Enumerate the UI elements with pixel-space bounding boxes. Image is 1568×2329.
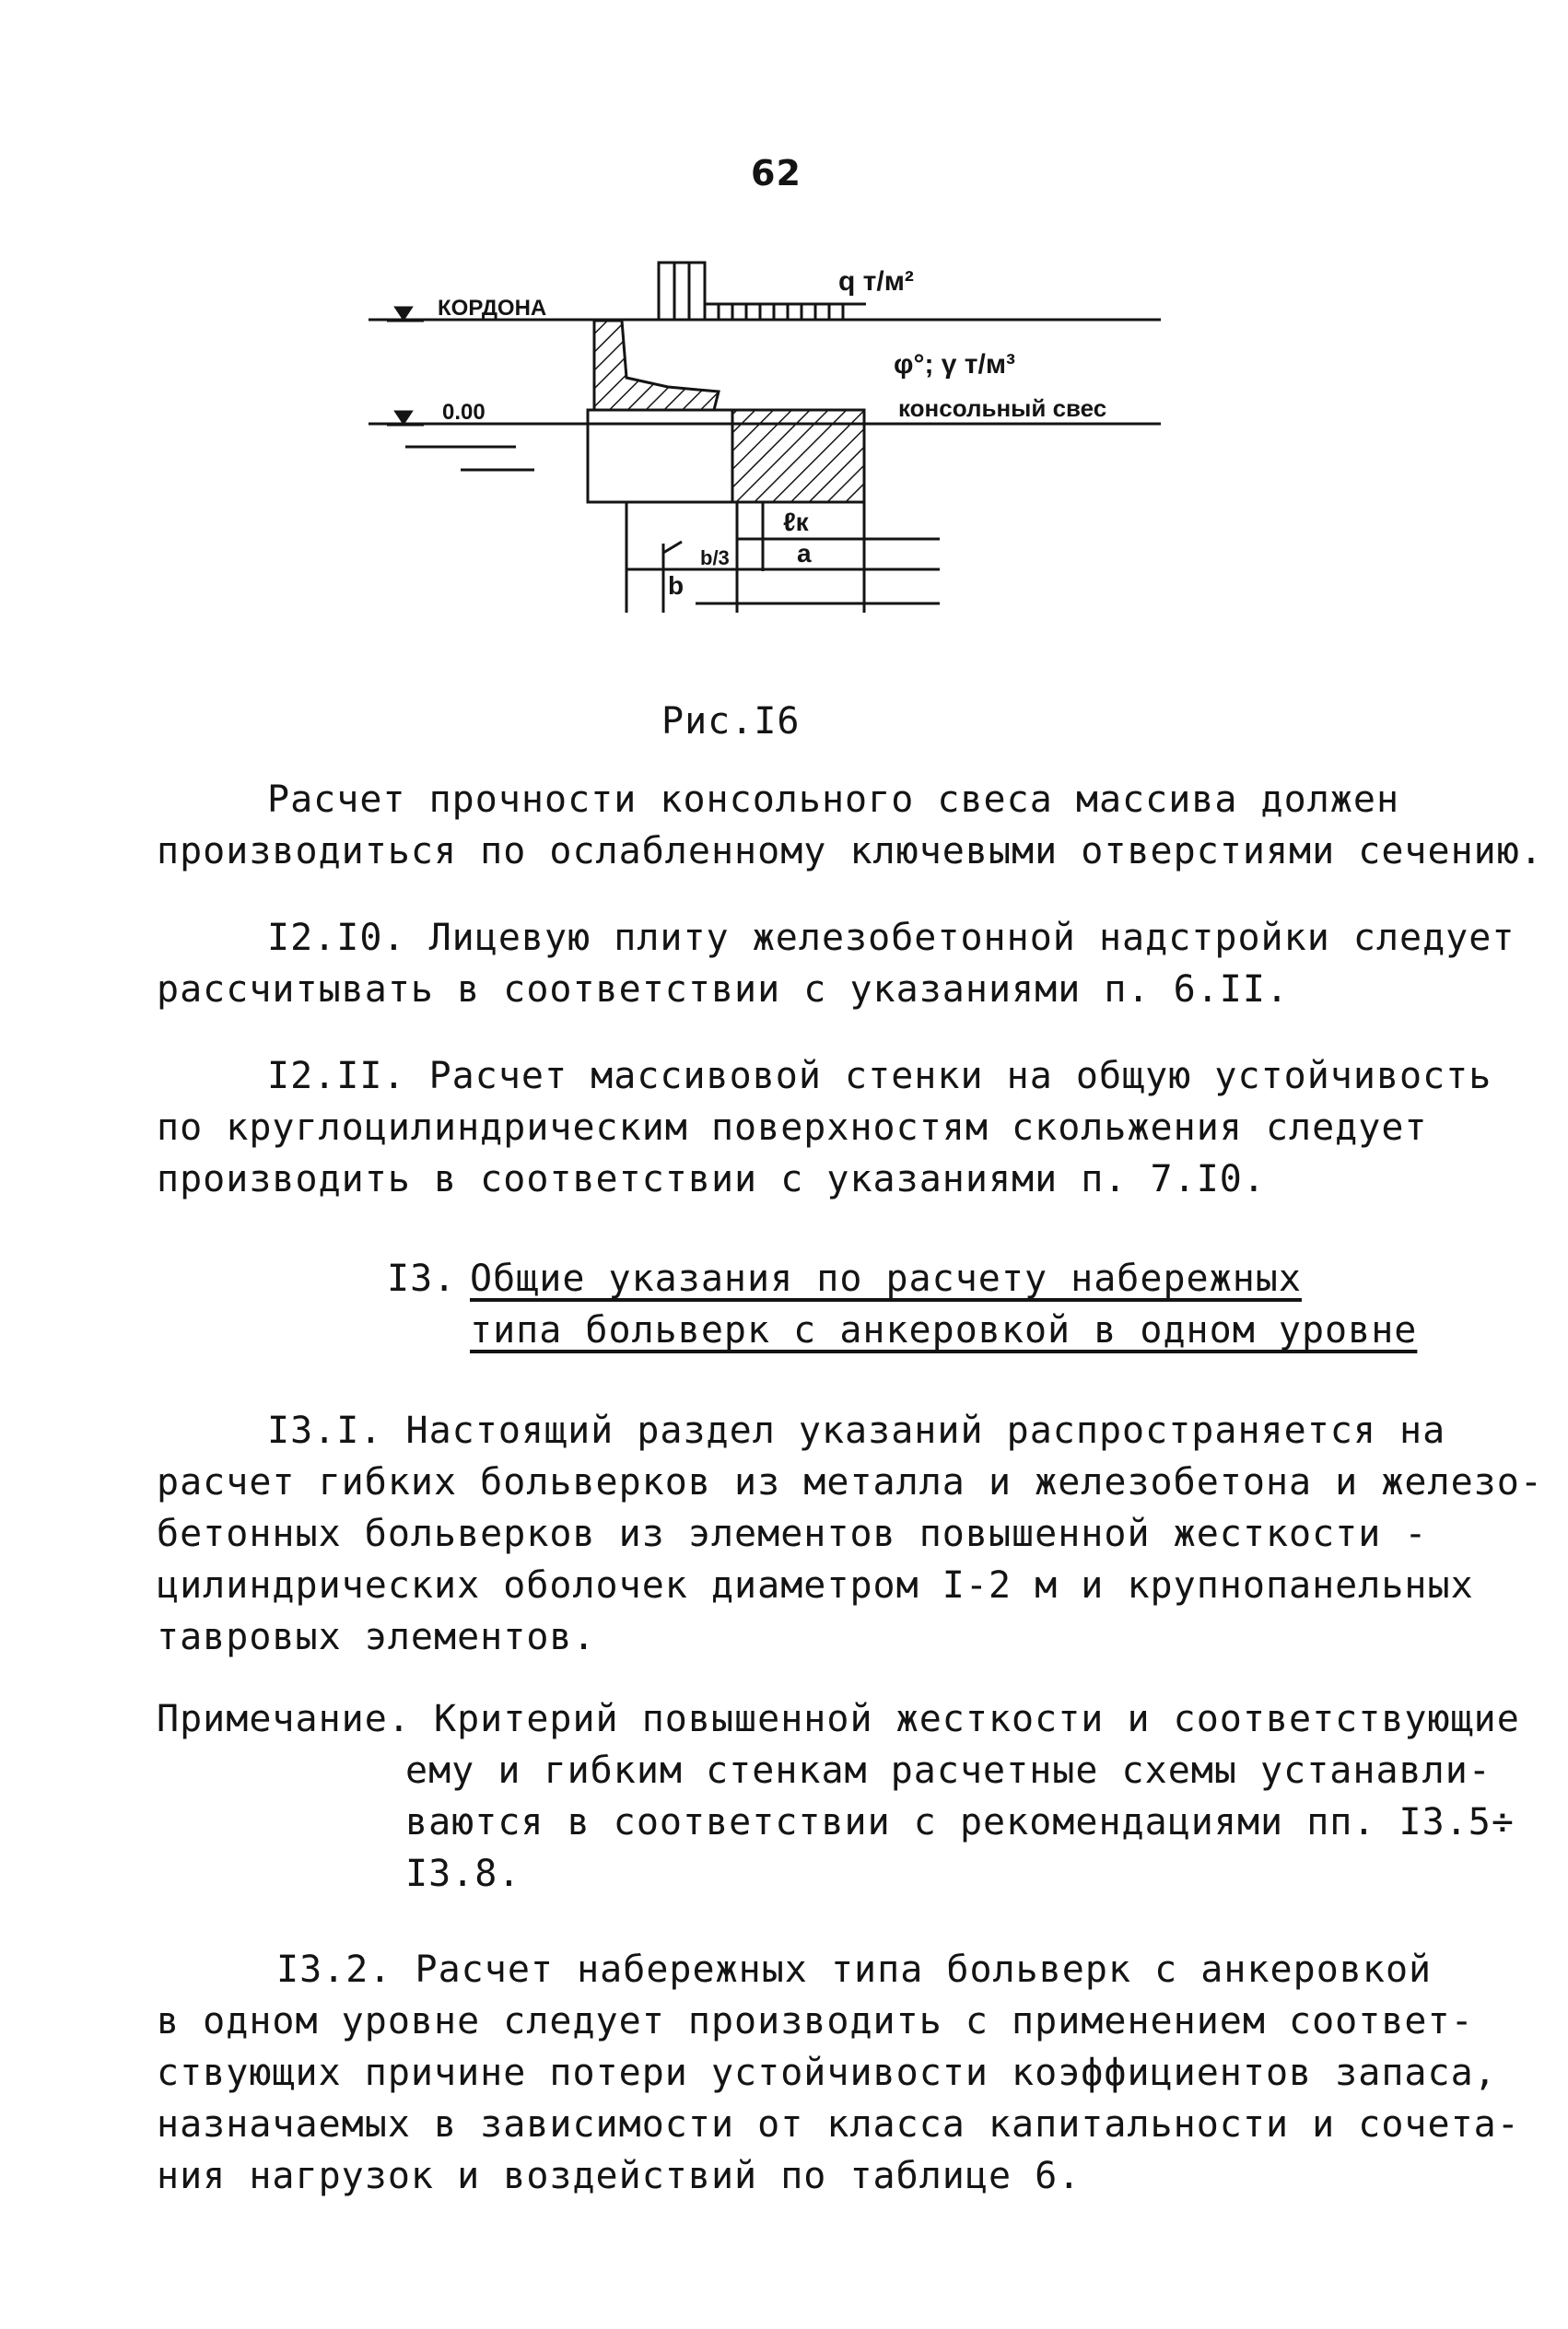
overhang-hatched — [732, 410, 864, 502]
label-level-000: 0.00 — [442, 400, 486, 425]
paragraph-5-line-4: назначаемых в зависимости от класса капитальности и сочета- — [157, 2103, 1520, 2146]
paragraph-3-line-2: по круглоцилиндрическим поверхностям скольжения следует — [157, 1106, 1428, 1149]
paragraph-3-line-3: производить в соответствии с указаниями п. 7.I0. — [157, 1158, 1266, 1200]
paragraph-5-line-1: I3.2. Расчет набережных типа больверк с анкеровкой — [276, 1949, 1433, 1991]
paragraph-5-line-3: ствующих причине потери устойчивости коэффициентов запаса, — [157, 2052, 1497, 2094]
paragraph-4-line-3: бетонных больверков из элементов повышенной жесткости - — [157, 1513, 1428, 1555]
note-line-2: ему и гибким стенкам расчетные схемы устанавли- — [405, 1750, 1492, 1792]
note-line-1: Примечание. Критерий повышенной жесткости и соответствующие — [157, 1698, 1520, 1740]
paragraph-4-line-2: расчет гибких больверков из металла и железобетона и железо- — [157, 1461, 1543, 1504]
paragraph-4-line-1: I3.I. Настоящий раздел указаний распространяется на — [267, 1410, 1446, 1452]
paragraph-3-line-1: I2.II. Расчет массивовой стенки на общую устойчивость — [267, 1055, 1492, 1097]
section-number: I3. — [387, 1258, 457, 1300]
paragraph-5-line-5: ния нагрузок и воздействий по таблице 6. — [157, 2155, 1082, 2197]
paragraph-2-line-2: рассчитывать в соответствии с указаниями п. 6.II. — [157, 968, 1290, 1011]
label-b: b — [668, 571, 685, 600]
face-wall — [594, 321, 719, 410]
label-lk: ℓк — [783, 508, 809, 536]
section-title-line-2: типа больверк с анкеровкой в одном уровне — [470, 1309, 1418, 1352]
quay-cross-section-diagram — [350, 249, 1198, 636]
load-block — [659, 263, 705, 320]
note-line-4: I3.8. — [405, 1853, 521, 1895]
section-title-line-1: Общие указания по расчету набережных — [470, 1258, 1302, 1300]
label-kordona: КОРДОНА — [438, 296, 547, 321]
label-load: q т/м² — [838, 266, 914, 297]
label-a: а — [797, 539, 812, 568]
label-b3: b/3 — [700, 546, 730, 569]
label-soil: φ°; γ т/м³ — [894, 349, 1016, 380]
paragraph-4-line-4: цилиндрических оболочек диаметром I-2 м и крупнопанельных — [157, 1564, 1474, 1607]
note-line-3: ваются в соответствии с рекомендациями пп. I3.5÷ — [405, 1801, 1515, 1843]
paragraph-1-line-1: Расчет прочности консольного свеса массива должен — [267, 778, 1400, 821]
figure-caption: Рис.I6 — [661, 700, 801, 743]
page-number: 62 — [751, 153, 802, 193]
level-marker-kordona — [396, 308, 411, 319]
paragraph-5-line-2: в одном уровне следует производить с применением соответ- — [157, 2000, 1474, 2042]
paragraph-1-line-2: производиться по ослабленному ключевыми отверстиями сечению. — [157, 830, 1543, 872]
label-overhang: консольный свес — [898, 394, 1107, 422]
paragraph-4-line-5: тавровых элементов. — [157, 1616, 596, 1658]
level-marker-000 — [396, 412, 411, 423]
paragraph-2-line-1: I2.I0. Лицевую плиту железобетонной надстройки следует — [267, 917, 1515, 959]
